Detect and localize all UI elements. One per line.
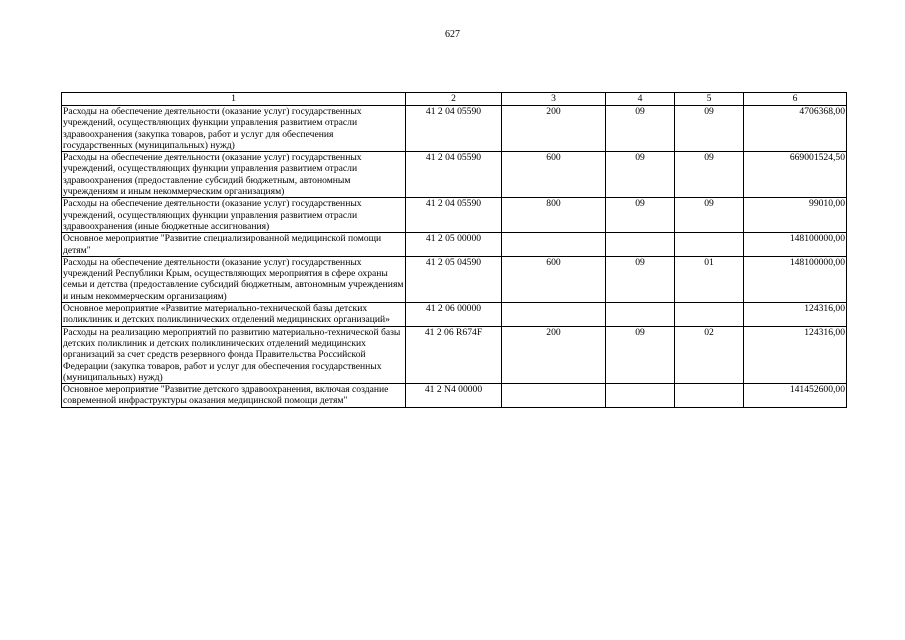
row-col5: 09: [675, 152, 744, 198]
row-col4: 09: [606, 106, 675, 152]
row-amount: 124316,00: [744, 303, 847, 327]
row-code: 41 2 06 R674F: [406, 326, 502, 383]
column-header-2: 2: [406, 93, 502, 106]
table-row: [62, 152, 847, 198]
row-code: 41 2 N4 00000: [406, 384, 502, 408]
row-name: Расходы на реализацию мероприятий по развитию материально-технической базы детских поликлиник и детских поликлинических отделений медицинских организаций за счет средств резервного фонда Правительства Российской Федерации (закупка товаров, работ и услуг для обеспечения государственных (муниципальных) нужд): [62, 326, 406, 383]
row-amount: 124316,00: [744, 326, 847, 383]
row-col3: [502, 303, 606, 327]
row-code: 41 2 05 00000: [406, 233, 502, 257]
row-col5: [675, 384, 744, 408]
row-name: Основное мероприятие "Развитие специализированной медицинской помощи детям": [62, 233, 406, 257]
row-col3: 600: [502, 256, 606, 302]
row-code: 41 2 05 04590: [406, 256, 502, 302]
table-row: [62, 256, 847, 302]
row-col3: 600: [502, 152, 606, 198]
row-col3: [502, 384, 606, 408]
row-col5: [675, 303, 744, 327]
row-col5: 09: [675, 106, 744, 152]
row-col4: [606, 384, 675, 408]
row-amount: 669001524,50: [744, 152, 847, 198]
row-col4: 09: [606, 198, 675, 233]
row-name: Расходы на обеспечение деятельности (оказание услуг) государственных учреждений, осуществляющих функции управления развитием отрасли здравоохранения (закупка товаров, работ и услуг для обеспечения государственных (муниципальных) нужд): [62, 106, 406, 152]
row-code: 41 2 04 05590: [406, 198, 502, 233]
column-header-5: 5: [675, 93, 744, 106]
table-row: [62, 233, 847, 257]
row-code: 41 2 06 00000: [406, 303, 502, 327]
table-row: [62, 303, 847, 327]
row-amount: 141452600,00: [744, 384, 847, 408]
row-col4: 09: [606, 152, 675, 198]
table-row: [62, 326, 847, 383]
row-code: 41 2 04 05590: [406, 152, 502, 198]
column-header-6: 6: [744, 93, 847, 106]
row-col3: [502, 233, 606, 257]
page-number: 627: [445, 29, 460, 40]
table-row: [62, 384, 847, 408]
row-amount: 148100000,00: [744, 256, 847, 302]
row-col3: 800: [502, 198, 606, 233]
row-col4: 09: [606, 256, 675, 302]
row-name: Основное мероприятие "Развитие детского здравоохранения, включая создание современной инфраструктуры оказания медицинской помощи детям": [62, 384, 406, 408]
row-name: Расходы на обеспечение деятельности (оказание услуг) государственных учреждений Республики Крым, осуществляющих мероприятия в сфере охраны семьи и детства (предоставление субсидий бюджетным, автономным учреждениям и иным некоммерческим организациям): [62, 256, 406, 302]
table-row: [62, 198, 847, 233]
row-col5: 09: [675, 198, 744, 233]
budget-table: [61, 92, 847, 408]
row-col4: [606, 233, 675, 257]
row-col3: 200: [502, 106, 606, 152]
column-header-4: 4: [606, 93, 675, 106]
column-header-1: 1: [62, 93, 406, 106]
row-name: Расходы на обеспечение деятельности (оказание услуг) государственных учреждений, осуществляющих функции управления развитием отрасли здравоохранения (иные бюджетные ассигнования): [62, 198, 406, 233]
row-col4: [606, 303, 675, 327]
row-amount: 4706368,00: [744, 106, 847, 152]
row-col5: [675, 233, 744, 257]
row-col4: 09: [606, 326, 675, 383]
row-col3: 200: [502, 326, 606, 383]
header-row: [62, 93, 847, 106]
row-col5: 02: [675, 326, 744, 383]
row-name: Основное мероприятие «Развитие материально-технической базы детских поликлиник и детских поликлинических отделений медицинских организаций»: [62, 303, 406, 327]
row-amount: 148100000,00: [744, 233, 847, 257]
row-amount: 99010,00: [744, 198, 847, 233]
row-code: 41 2 04 05590: [406, 106, 502, 152]
column-header-3: 3: [502, 93, 606, 106]
row-name: Расходы на обеспечение деятельности (оказание услуг) государственных учреждений, осуществляющих функции управления развитием отрасли здравоохранения (предоставление субсидий бюджетным, автономным учреждениям и иным некоммерческим организациям): [62, 152, 406, 198]
table-row: [62, 106, 847, 152]
row-col5: 01: [675, 256, 744, 302]
